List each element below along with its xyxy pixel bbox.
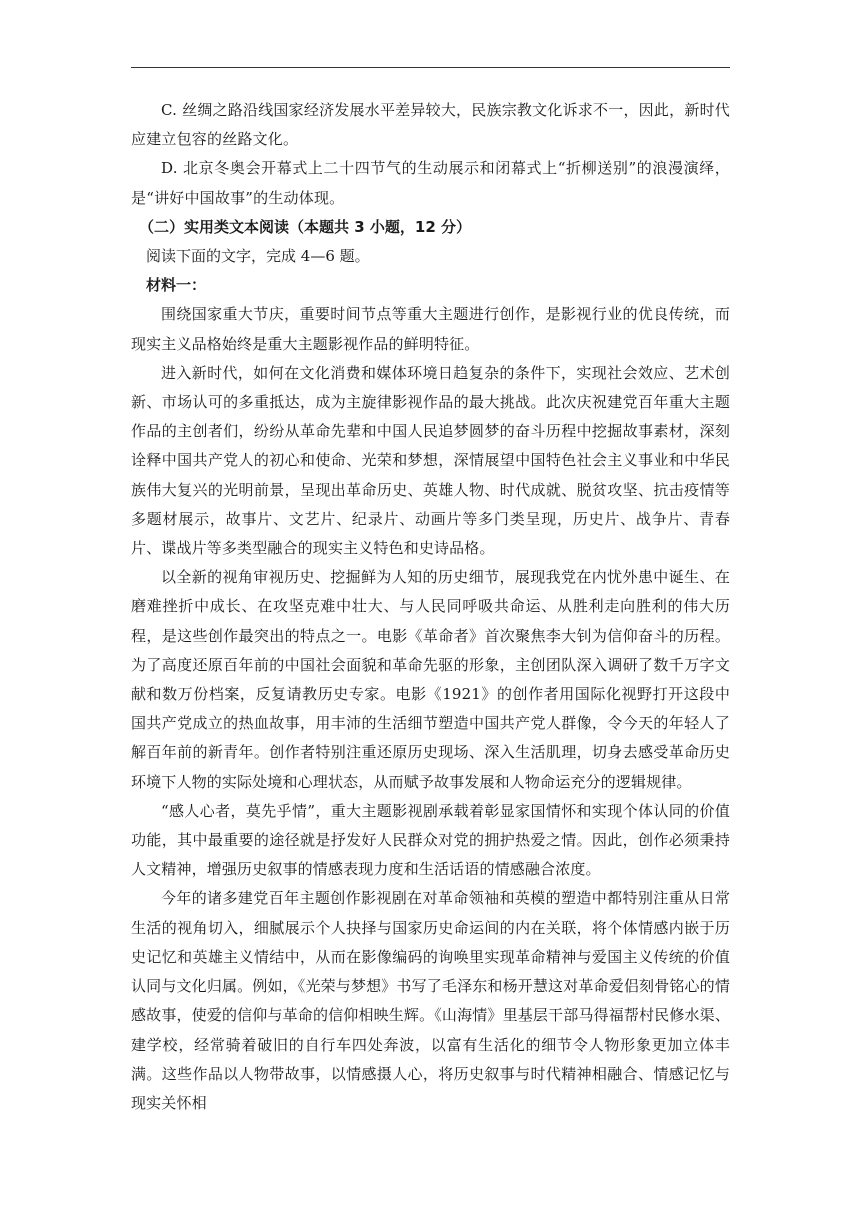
- paragraph-4: “感人心者，莫先乎情”，重大主题影视剧承载着彰显家国情怀和实现个体认同的价值功能，其中最重要的途径就是抒发好人民群众对党的拥护热爱之情。因此，创作必须秉持人文精神，增强历史叙事的情感表现力度和生活话语的情感融合浓度。: [131, 801, 730, 879]
- paragraph-5: 今年的诸多建党百年主题创作影视剧在对革命领袖和英模的塑造中都特别注重从日常生活的视角切入，细腻展示个人抉择与国家历史命运间的内在关联，将个体情感内嵌于历史记忆和英雄主义情结中，从而在影像编码的询唤里实现革命精神与爱国主义传统的价值认同与文化归属。例如，《光荣与梦想》书写了毛泽东和杨开慧这对革命爱侣刻骨铭心的情感故事，使爱的信仰与革命的信仰相映生辉。《山海情》里基层干部马得福帮村民修水渠、建学校，经常骑着破旧的自行车四处奔波，以富有生活化的细节令人物形象更加立体丰满。这些作品以人物带故事，以情感摄人心，将历史叙事与时代精神相融合、情感记忆与现实关怀相: [131, 889, 730, 1112]
- instruction: 阅读下面的文字，完成 4—6 题。: [146, 247, 370, 266]
- paragraph-3: 以全新的视角审视历史、挖掘鲜为人知的历史细节，展现我党在内忧外患中诞生、在磨难挫折中成长、在攻坚克难中壮大、与人民同呼吸共命运、从胜利走向胜利的伟大历程，是这些创作最突出的特点之一。电影《革命者》首次聚焦李大钊为信仰奋斗的历程。为了高度还原百年前的中国社会面貌和革命先驱的形象，主创团队深入调研了数千万字文献和数万份档案，反复请教历史专家。电影《1921》的创作者用国际化视野打开这段中国共产党成立的热血故事，用丰沛的生活细节塑造中国共产党人群像，令今天的年轻人了解百年前的新青年。创作者特别注重还原历史现场、深入生活肌理，切身去感受革命历史环境下人物的实际处境和心理状态，从而赋予故事发展和人物命运充分的逻辑规律。: [131, 568, 730, 791]
- paragraph-2: 进入新时代，如何在文化消费和媒体环境日趋复杂的条件下，实现社会效应、艺术创新、市场认可的多重抵达，成为主旋律影视作品的最大挑战。此次庆祝建党百年重大主题作品的主创者们，纷纷从革命先辈和中国人民追梦圆梦的奋斗历程中挖掘故事素材，深刻诠释中国共产党人的初心和使命、光荣和梦想，深情展望中国特色社会主义事业和中华民族伟大复兴的光明前景，呈现出革命历史、英雄人物、时代成就、脱贫攻坚、抗击疫情等多题材展示，故事片、文艺片、纪录片、动画片等多门类呈现，历史片、战争片、青春片、谍战片等多类型融合的现实主义特色和史诗品格。: [131, 363, 730, 558]
- option-d: D. 北京冬奥会开幕式上二十四节气的生动展示和闭幕式上“折柳送别”的浪漫演绎，是“讲好中国故事”的生动体现。: [131, 159, 730, 207]
- section-title: （二）实用类文本阅读（本题共 3 小题，12 分）: [139, 217, 471, 236]
- header-rule: [131, 67, 730, 68]
- material-label: 材料一：: [146, 276, 207, 295]
- paragraph-1: 围绕国家重大节庆，重要时间节点等重大主题进行创作，是影视行业的优良传统，而现实主义品格始终是重大主题影视作品的鲜明特征。: [131, 305, 730, 353]
- option-c: C. 丝绸之路沿线国家经济发展水平差异较大，民族宗教文化诉求不一，因此，新时代应建立包容的丝路文化。: [131, 101, 730, 149]
- page-content: [131, 96, 730, 1118]
